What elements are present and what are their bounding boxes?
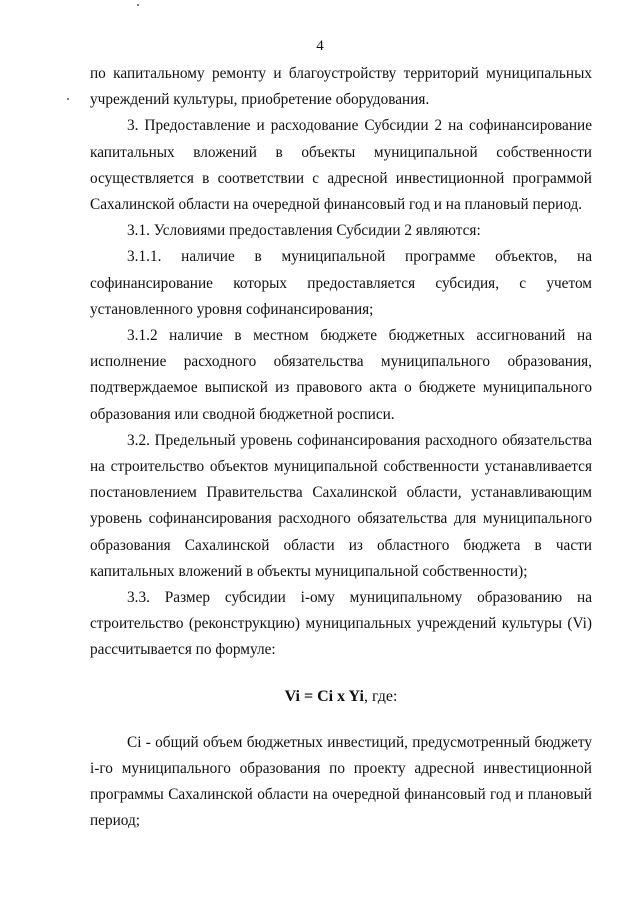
document-body — [90, 61, 592, 835]
formula-suffix: , где: — [363, 687, 398, 705]
paragraph-3-1: 3.1. Условиями предоставления Субсидии 2 являются: — [127, 222, 481, 240]
paragraph-ci-definition: Ci - общий объем бюджетных инвестиций, предусмотренный бюджету i-го муниципального образования по проекту адресной инвестиционной программы Сахалинской области на очередной финансовый год и плановый период; — [90, 733, 592, 830]
paragraph-3-1-1: 3.1.1. наличие в муниципальной программе объектов, на софинансирование которых предоставляется субсидия, с учетом установленного уровня софинансирования; — [90, 248, 592, 318]
paragraph-3: 3. Предоставление и расходование Субсидии 2 на софинансирование капитальных вложений в объекты муниципальной собственности осуществляется в соответствии с адресной инвестиционной программой Сахалинской области на очередной финансовый год и на плановый период. — [90, 117, 592, 214]
formula — [90, 684, 592, 710]
page-number: 4 — [316, 38, 324, 54]
paragraph-3-1-2: 3.1.2 наличие в местном бюджете бюджетных ассигнований на исполнение расходного обязательства муниципального образования, подтверждаемое выпиской из правового акта о бюджете муниципального образования или сводной бюджетной росписи. — [90, 327, 592, 423]
paragraph-continuation: по капитальному ремонту и благоустройству территорий муниципальных учреждений культуры, приобретение оборудования. — [90, 65, 592, 109]
formula-expression: Vi = Ci x Yi — [284, 687, 364, 705]
paragraph-3-3: 3.3. Размер субсидии i-ому муниципальному образованию на строительство (реконструкцию) муниципальных учреждений культуры (Vi) рассчитывается по формуле: — [90, 589, 592, 659]
paragraph-3-2: 3.2. Предельный уровень софинансирования расходного обязательства на строительство объектов муниципальной собственности устанавливается постановлением Правительства Сахалинской области, устанавливающим уровень софинансирования расходного обязательства для муниципального образования Сахалинской области из областного бюджета в части капитальных вложений в объекты муниципальной собственности); — [90, 431, 592, 580]
scan-speck — [67, 98, 69, 100]
scan-speck — [137, 4, 139, 6]
